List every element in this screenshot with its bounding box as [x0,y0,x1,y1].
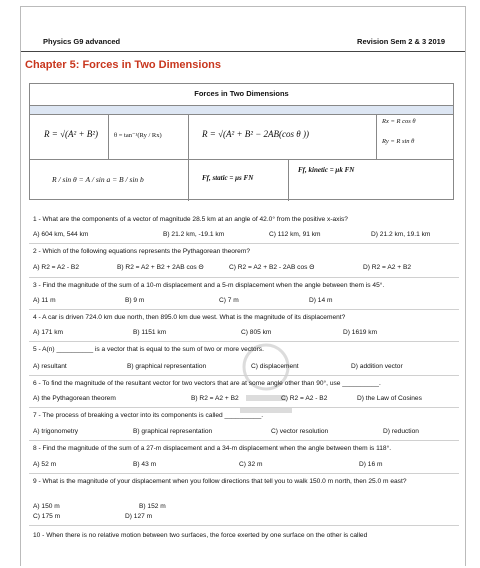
q9-option-d[interactable]: D) 127 m [125,513,153,520]
formula-table-header-band [30,106,453,115]
question-2-text: 2 - Which of the following equations represents the Pythagorean theorem? [33,248,250,255]
law-of-sines-formula: R / sin θ = A / sin a = B / sin b [52,175,144,184]
course-label: Physics G9 advanced [43,37,121,46]
question-3-text: 3 - Find the magnitude of the sum of a 10-m displacement and a 5-m displacement when the angle between them is 45°. [33,282,385,289]
q3-option-b[interactable]: B) 9 m [125,297,145,304]
divider [29,341,459,342]
q7-option-b[interactable]: B) graphical representation [133,428,213,435]
divider [29,243,459,244]
question-9-options-row-2 [33,513,473,523]
question-1-text: 1 - What are the components of a vector of magnitude 28.5 km at an angle of 42.0° from the positive x-axis? [33,216,348,223]
q6-option-a[interactable]: A) the Pythagorean theorem [33,395,116,402]
q4-option-d[interactable]: D) 1619 km [343,329,378,336]
q9-option-a[interactable]: A) 150 m [33,503,60,510]
q8-option-b[interactable]: B) 43 m [133,461,157,468]
q5-option-c[interactable]: C) displacement [251,363,299,370]
divider [29,407,459,408]
divider [29,473,459,474]
pythagoras-formula: R = √(A² + B²) [44,129,98,139]
q8-option-c[interactable]: C) 32 m [239,461,263,468]
q6-option-b[interactable]: B) R2 = A2 + B2 [191,395,239,402]
divider [29,277,459,278]
question-6-options [33,395,473,405]
divider [29,525,459,526]
q8-option-d[interactable]: D) 16 m [359,461,383,468]
q3-option-a[interactable]: A) 11 m [33,297,56,304]
q3-option-c[interactable]: C) 7 m [219,297,239,304]
chapter-title: Chapter 5: Forces in Two Dimensions [25,59,221,71]
kinetic-friction-formula: Ff, kinetic = μk FN [298,166,355,174]
q1-option-b[interactable]: B) 21.2 km, -19.1 km [163,231,225,238]
question-4-options [33,329,473,339]
divider [29,375,459,376]
divider [29,440,459,441]
q7-option-c[interactable]: C) vector resolution [271,428,329,435]
question-7-text: 7 - The process of breaking a vector into its components is called __________. [33,412,264,419]
q6-option-c[interactable]: C) R2 = A2 - B2 [281,395,328,402]
question-5-text: 5 - A(n) __________ is a vector that is equal to the sum of two or more vectors. [33,346,264,353]
ry-formula: Ry = R sin θ [382,138,415,145]
formula-row-2 [30,160,453,201]
question-9-text: 9 - What is the magnitude of your displacement when you follow directions that tell you to walk 150.0 m north, then 25.0 m east? [33,478,407,485]
question-7-options [33,428,473,438]
rx-formula: Rx = R cos θ [382,118,416,125]
question-9-options-row-1 [33,503,473,513]
divider [29,309,459,310]
formula-table-title: Forces in Two Dimensions [30,84,453,106]
law-of-cosines-formula: R = √(A² + B² − 2AB(cos θ )) [202,129,309,139]
static-friction-formula: Ff, static = μs FN [202,174,254,182]
q1-option-a[interactable]: A) 604 km, 544 km [33,231,89,238]
q4-option-c[interactable]: C) 805 km [241,329,272,336]
q2-option-d[interactable]: D) R2 = A2 + B2 [363,264,412,271]
question-10-text: 10 - When there is no relative motion between two surfaces, the force exerted by one surface on the other is called [33,532,368,539]
formula-row-1 [30,115,453,160]
q9-option-b[interactable]: B) 152 m [139,503,166,510]
q1-option-d[interactable]: D) 21.2 km, 19.1 km [371,231,431,238]
q7-option-d[interactable]: D) reduction [383,428,419,435]
question-4-text: 4 - A car is driven 724.0 km due north, then 895.0 km due west. What is the magnitude of its displacement? [33,314,346,321]
question-8-text: 8 - Find the magnitude of the sum of a 27-m displacement and a 34-m displacement when the angle between them is 118°. [33,445,392,452]
question-8-options [33,461,473,471]
question-3-options [33,297,473,307]
page-header [35,37,455,51]
question-2-options [33,264,473,274]
q5-option-d[interactable]: D) addition vector [351,363,403,370]
question-1-options [33,231,473,241]
formula-table [29,83,454,200]
q8-option-a[interactable]: A) 52 m [33,461,57,468]
q2-option-a[interactable]: A) R2 = A2 - B2 [33,264,79,271]
q3-option-d[interactable]: D) 14 m [309,297,333,304]
header-divider [21,51,465,52]
q9-option-c[interactable]: C) 175 m [33,513,61,520]
q2-option-b[interactable]: B) R2 = A2 + B2 + 2AB cos Θ [117,264,204,271]
q4-option-a[interactable]: A) 171 km [33,329,64,336]
worksheet-page [20,6,466,566]
q1-option-c[interactable]: C) 112 km, 91 km [269,231,321,238]
q5-option-a[interactable]: A) resultant [33,363,67,370]
q4-option-b[interactable]: B) 1151 km [133,329,167,336]
question-6-text: 6 - To find the magnitude of the resultant vector for two vectors that are at some angle other than 90°, use __________. [33,380,381,387]
q6-option-d[interactable]: D) the Law of Cosines [357,395,422,402]
q7-option-a[interactable]: A) trigonometry [33,428,79,435]
q5-option-b[interactable]: B) graphical representation [127,363,207,370]
question-5-options [33,363,473,373]
theta-formula: θ = tan⁻¹(Ry / Rx) [114,132,162,139]
revision-label: Revision Sem 2 & 3 2019 [357,37,445,46]
q2-option-c[interactable]: C) R2 = A2 + B2 - 2AB cos Θ [229,264,315,271]
